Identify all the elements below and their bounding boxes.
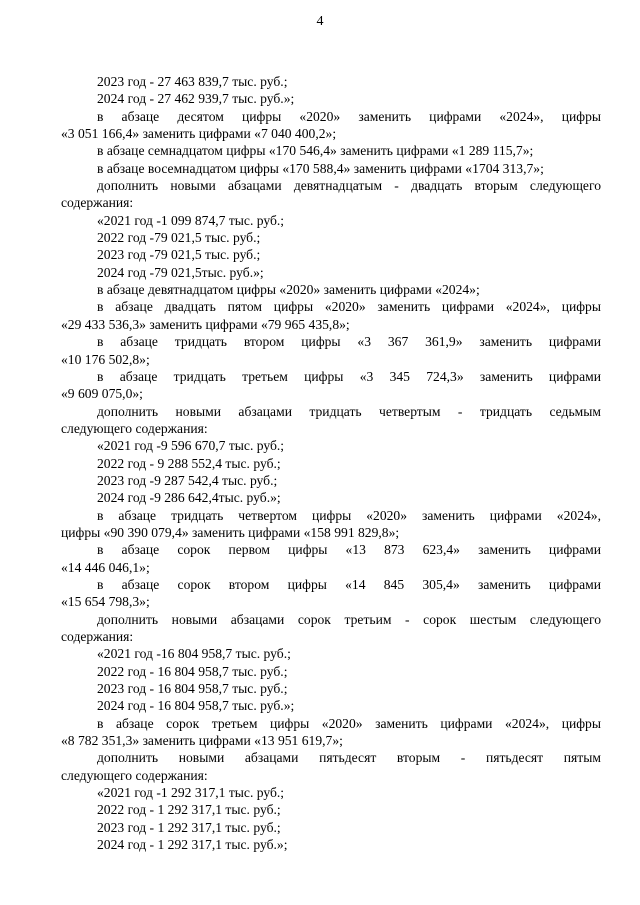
text-line: в абзаце тридцать четвертом цифры «2020» заменить цифрами «2024»,: [97, 507, 601, 523]
text-line: 2023 год - 16 804 958,7 тыс. руб.;: [97, 681, 288, 697]
text-line: в абзаце восемнадцатом цифры «170 588,4» заменить цифрами «1704 313,7»;: [97, 160, 544, 176]
text-line: «2021 год -16 804 958,7 тыс. руб.;: [97, 646, 291, 662]
text-line: содержания:: [61, 629, 134, 644]
text-line: в абзаце десятом цифры «2020» заменить цифрами «2024», цифры: [97, 108, 601, 124]
text-line: 2022 год -79 021,5 тыс. руб.;: [97, 230, 261, 246]
text-line: «29 433 536,3» заменить цифрами «79 965 435,8»;: [61, 316, 350, 332]
page-number: 4: [316, 14, 324, 29]
text-line: дополнить новыми абзацами тридцать четвертым - тридцать седьмым: [97, 403, 601, 419]
text-line: «9 609 075,0»;: [61, 386, 143, 402]
text-line: в абзаце семнадцатом цифры «170 546,4» заменить цифрами «1 289 115,7»;: [97, 143, 534, 159]
text-line: 2023 год - 27 463 839,7 тыс. руб.;: [97, 74, 288, 89]
text-line: содержания:: [61, 195, 134, 211]
text-line: 2023 год - 1 292 317,1 тыс. руб.;: [97, 819, 281, 835]
text-line: в абзаце тридцать втором цифры «3 367 361,9» заменить цифрами: [97, 334, 601, 350]
text-line: 2024 год -79 021,5тыс. руб.»;: [97, 264, 264, 280]
text-line: «8 782 351,3» заменить цифрами «13 951 619,7»;: [61, 733, 343, 749]
text-line: в абзаце сорок третьем цифры «2020» заменить цифрами «2024», цифры: [97, 715, 601, 731]
text-line: в абзаце сорок первом цифры «13 873 623,4» заменить цифрами: [97, 542, 601, 558]
text-line: «2021 год -1 292 317,1 тыс. руб.;: [97, 785, 285, 801]
text-line: «2021 год -1 099 874,7 тыс. руб.;: [97, 212, 285, 228]
text-line: следующего содержания:: [61, 767, 208, 783]
text-line: в абзаце двадцать пятом цифры «2020» заменить цифрами «2024», цифры: [97, 299, 601, 315]
text-line: «2021 год -9 596 670,7 тыс. руб.;: [97, 438, 285, 454]
text-line: 2024 год - 16 804 958,7 тыс. руб.»;: [97, 698, 295, 714]
text-line: «15 654 798,3»;: [61, 594, 150, 610]
text-line: в абзаце тридцать третьем цифры «3 345 724,3» заменить цифрами: [97, 368, 601, 384]
text-line: «14 446 046,1»;: [61, 559, 150, 575]
text-line: дополнить новыми абзацами сорок третьим - сорок шестым следующего: [97, 611, 601, 627]
text-line: цифры «90 390 079,4» заменить цифрами «158 991 829,8»;: [61, 524, 400, 540]
text-line: 2023 год -9 287 542,4 тыс. руб.;: [97, 472, 278, 488]
text-line: 2024 год - 1 292 317,1 тыс. руб.»;: [97, 837, 288, 853]
text-line: 2022 год - 9 288 552,4 тыс. руб.;: [97, 455, 281, 471]
text-line: в абзаце сорок втором цифры «14 845 305,4» заменить цифрами: [97, 576, 601, 592]
text-line: 2022 год - 1 292 317,1 тыс. руб.;: [97, 802, 281, 818]
text-line: «3 051 166,4» заменить цифрами «7 040 400,2»;: [61, 126, 337, 142]
document-body: [61, 73, 601, 853]
text-line: 2023 год -79 021,5 тыс. руб.;: [97, 247, 261, 263]
text-line: следующего содержания:: [61, 420, 208, 436]
text-line: дополнить новыми абзацами девятнадцатым - двадцать вторым следующего: [97, 178, 601, 194]
text-line: «10 176 502,8»;: [61, 351, 150, 367]
text-line: 2024 год - 27 462 939,7 тыс. руб.»;: [97, 91, 295, 107]
text-line: 2024 год -9 286 642,4тыс. руб.»;: [97, 490, 281, 506]
text-line: 2022 год - 16 804 958,7 тыс. руб.;: [97, 663, 288, 679]
text-line: дополнить новыми абзацами пятьдесят вторым - пятьдесят пятым: [97, 750, 601, 766]
text-line: в абзаце девятнадцатом цифры «2020» заменить цифрами «2024»;: [97, 282, 480, 298]
